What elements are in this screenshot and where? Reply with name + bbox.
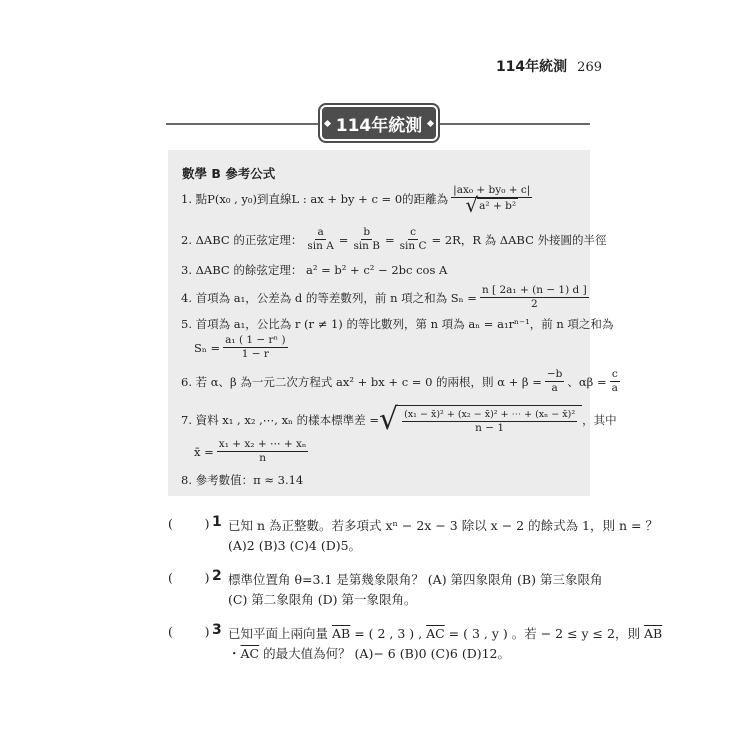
f6-mid: 、αβ = (567, 374, 607, 389)
f6-frac-1 (545, 368, 565, 395)
f1-numerator: |ax₀ + by₀ + c| (453, 184, 531, 196)
question-number: 1 (212, 514, 222, 530)
f2-tail: ，R 為 ΔABC 外接圓的半徑 (460, 232, 607, 247)
f2-frac-b (351, 226, 382, 253)
f1-mid: 到直線 (257, 191, 292, 206)
f5-fraction (223, 334, 287, 361)
f2-sina: sin A (307, 240, 334, 252)
f7-num: (x₁ − x̄)² + (x₂ − x̄)² + ⋯ + (xₙ − x̄)² (404, 408, 576, 420)
question-options: (C) 第二象限角 (D) 第一象限角。 (228, 592, 417, 607)
answer-blank[interactable]: ( ) (168, 624, 210, 639)
f5-num: a₁ ( 1 − rⁿ ) (225, 334, 286, 346)
formula-7-mean (194, 438, 311, 465)
f1-denominator: √ a² + b² (465, 193, 517, 217)
f1-line: L : ax + by + c = 0 (291, 191, 403, 206)
question-number: 3 (212, 622, 222, 638)
formula-2: 2. ΔABC 的正弦定理： $\frac{a}{\text{sin A}}$ = $\frac{b}{\text{sin B}}$ = $\frac{c}{\text{sin C}}$ = 2R ，R 為 ΔABC 外接圓的半徑 (181, 226, 607, 252)
f7-den2: n (259, 452, 266, 464)
vector-ac: $\overline{AC}$ (426, 626, 445, 641)
q3-text-a: 已知平面上兩向量 (228, 626, 329, 641)
f7-lhs: x̄ = (194, 444, 214, 459)
formula-6 (181, 368, 623, 395)
formula-7 (181, 402, 617, 437)
answer-blank[interactable]: ( ) (168, 516, 210, 531)
f2-frac-a (305, 226, 335, 253)
answer-blank[interactable]: ( ) (168, 570, 210, 585)
page-header (496, 56, 602, 76)
formula-3: 3. ΔABC 的餘弦定理： a² = b² + c² − 2bc cos A (181, 263, 448, 277)
question-options (228, 644, 510, 662)
f1-label: 1. 點 (181, 191, 208, 206)
f6-d2: a (611, 382, 618, 394)
f1-fraction (451, 184, 532, 217)
f4-text: 4. 首項為 a₁，公差為 d 的等差數列，前 n 項之和為 Sₙ = (181, 290, 477, 305)
question-text: 已知 n 為正整數。若多項式 xⁿ − 2x − 3 除以 x − 2 的餘式為 1，則 n = ？ (228, 518, 658, 533)
f5-lhs: Sₙ = (194, 340, 221, 355)
f1-dist: 的距離為 (402, 191, 449, 206)
f2-label: 2. ΔABC 的正弦定理： (181, 232, 303, 247)
f7-den: n − 1 (475, 421, 505, 434)
f5-den: 1 − r (241, 348, 269, 360)
f4-den: 2 (530, 298, 538, 310)
vector-ab-2: $\overline{AB}$ (643, 626, 663, 641)
f7-text: 7. 資料 x₁ , x₂ ,⋯, xₙ 的樣本標準差 = (181, 412, 379, 427)
f6-d1: a (551, 382, 558, 394)
f7-num2: x₁ + x₂ + ⋯ + xₙ (218, 438, 307, 450)
question-text: 標準位置角 θ=3.1 是第幾象限角？ (A) 第四象限角 (B) 第三象限角 (228, 572, 603, 587)
formula-box-title: 數學 B 參考公式 (182, 166, 276, 181)
f7-fraction (402, 408, 577, 435)
f6-n2: c (611, 368, 618, 380)
question-number: 2 (212, 568, 222, 584)
banner-title: 114年統測 (335, 115, 423, 136)
formula-5-sum (194, 334, 291, 361)
f1-den-radicand: a² + b² (479, 200, 517, 212)
vector-ac-2: $\overline{AC}$ (240, 646, 260, 661)
question-options: (A)2 (B)3 (C)4 (D)5。 (228, 538, 362, 553)
formula-box (168, 150, 618, 496)
f4-fraction (480, 284, 589, 311)
f6-n1: −b (546, 368, 563, 380)
question-text (228, 624, 662, 642)
f2-c: c (410, 226, 417, 238)
diamond-icon (324, 119, 331, 126)
f1-point: P(x₀ , y₀) (207, 191, 258, 206)
formula-5: 5. 首項為 a₁，公比為 r (r ≠ 1) 的等比數列，第 n 項為 aₙ = a₁rⁿ⁻¹，前 n 項之和為 (181, 317, 614, 331)
f4-num: n [ 2a₁ + (n − 1) d ] (481, 284, 587, 296)
f7-sqrt: √ $\frac{\text{(x₁ − x̄)² + (x₂ − x̄)² + ⋯ + (xₙ − x̄)²}}{n - 1}$ (379, 402, 582, 437)
f2-sinc: sin C (399, 240, 427, 252)
vector-ab: $\overline{AB}$ (332, 626, 351, 641)
f6-frac-2 (610, 368, 620, 395)
section-banner (166, 104, 590, 142)
f2-b: b (363, 226, 371, 238)
f7-tail: ，其中 (582, 412, 617, 427)
q3-text-b: = ( 2 , 3 ) , (350, 626, 423, 641)
formula-1 (181, 184, 535, 217)
f2-sinb: sin B (353, 240, 381, 252)
header-title: 114年統測 (495, 59, 568, 75)
f6-text: 6. 若 α、β 為一元二次方程式 ax² + bx + c = 0 的兩根，則 α + β = (181, 374, 542, 389)
f2-rhs: = 2R (431, 232, 461, 247)
f7-mean-fraction (217, 438, 309, 465)
banner-pill (320, 105, 438, 141)
page-number: 269 (577, 60, 602, 75)
q3-text-d: 的最大值為何？ (A)− 6 (B)0 (C)6 (D)12。 (259, 646, 511, 661)
dot-product-symbol: ・ (228, 646, 241, 661)
q3-text-c: = ( 3 , y ) 。若 − 2 ≤ y ≤ 2，則 (444, 626, 640, 641)
formula-4 (181, 284, 592, 311)
diamond-icon (427, 119, 434, 126)
f2-a: a (317, 226, 324, 238)
f2-frac-c (398, 226, 429, 253)
formula-8: 8. 參考數值：π ≈ 3.14 (181, 473, 304, 487)
